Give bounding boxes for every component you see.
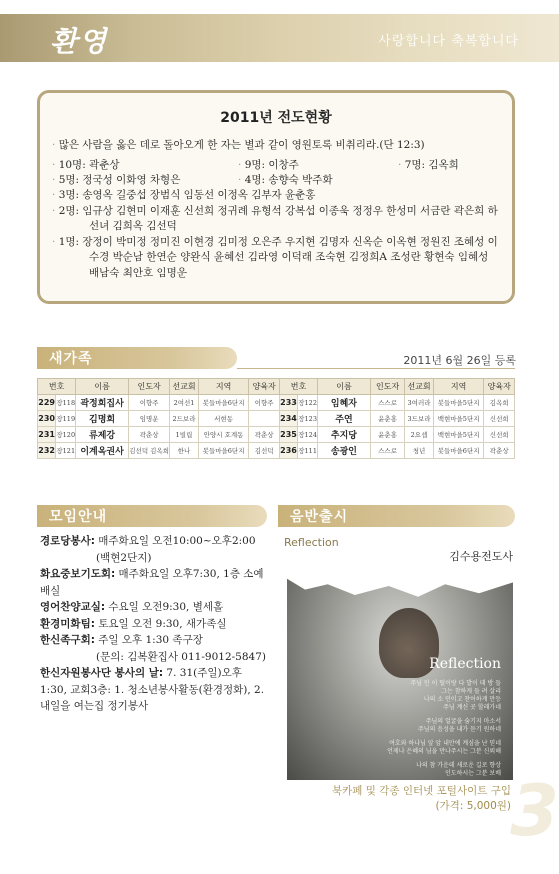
table-row [38, 427, 515, 443]
new-family-heading: 새가족 [49, 351, 93, 367]
album-cover-title: Reflection [429, 656, 501, 672]
column-header: 번호 [38, 379, 76, 395]
evangelism-line: · 1명: 장정이 박미정 정미진 이현경 김미정 오은주 우지현 김명자 신옥순 이옥현 정원진 조혜성 이수경 박순남 한연순 양완식 윤혜선 김라영 이덕래 조숙현 김정희A 조성란 황현숙 임혜성 배남숙 최안호 임명운 [52, 235, 498, 279]
column-header: 번호 [279, 379, 317, 395]
album-cover-image [287, 568, 513, 780]
meeting-item-detail: (백현2단지) [96, 551, 152, 564]
cell-code: 장122 [298, 395, 318, 411]
page-number: 3 [510, 770, 559, 852]
cell-area: 봇들마을6단지 [433, 443, 484, 459]
lyric-line: 그는 참하게 들 려 살리 [441, 688, 501, 695]
cell-code: 장120 [56, 427, 76, 443]
table-header-row [38, 379, 515, 395]
evangelism-count: 7명: 김옥희 [404, 159, 459, 171]
torn-paper-edge [287, 568, 513, 604]
cell-mentor: 신선희 [484, 427, 515, 443]
column-header: 이름 [76, 379, 129, 395]
registration-date: 2011년 6월 26일 등록 [403, 354, 516, 367]
divider [237, 368, 515, 369]
meeting-item: 한신족구회: 주일 오후 1:30 족구장 [40, 634, 203, 646]
cell-code: 장121 [56, 443, 76, 459]
lyric-line: 인도하시는 그분 보배 [445, 770, 501, 777]
cell-mission: 2드보라 [170, 411, 198, 427]
table-row [38, 395, 515, 411]
cell-area: 안양시 호계동 [198, 427, 249, 443]
column-header: 지역 [433, 379, 484, 395]
cell-name: 곽정희집사 [76, 395, 129, 411]
lyric-line: 언제나 은혜의 님을 만나주시는 그분 신뢰해 [387, 748, 501, 755]
lyric-line: 주님의 음성을 내가 듣기 원하네 [418, 726, 501, 733]
cell-mission: 3드보라 [405, 411, 433, 427]
meeting-item: 환경미화팀: 토요일 오전 9:30, 새가족실 [40, 617, 227, 630]
cell-area: 봇들마을5단지 [433, 395, 484, 411]
evangelism-line: · 3명: 송영옥 길중섭 장범식 임동선 이정옥 김부자 윤춘홍 [52, 189, 316, 201]
cell-guide: 스스로 [370, 395, 404, 411]
cell-number: 236 [279, 443, 297, 459]
lyric-line: 주님 계신 곳 할래가네 [443, 704, 501, 711]
cell-number: 229 [38, 395, 56, 411]
cell-number: 233 [279, 395, 297, 411]
meetings-list [40, 533, 266, 715]
cell-guide: 윤춘홍 [370, 411, 404, 427]
cell-number: 230 [38, 411, 56, 427]
header-band [0, 14, 559, 62]
cell-area: 봇들마을6단지 [198, 443, 249, 459]
cell-guide: 곽춘상 [128, 427, 169, 443]
lyric-line: 나의 참 가운데 새로운 길로 향상 [416, 762, 501, 769]
column-header: 이름 [318, 379, 371, 395]
column-header: 인도자 [370, 379, 404, 395]
album-label: Reflection [284, 536, 339, 549]
lyric-line: 주님의 얼굴을 숨기지 마소서 [425, 718, 501, 725]
cell-number: 234 [279, 411, 297, 427]
purchase-price: (가격: 5,000원) [435, 800, 511, 812]
evangelism-count: 10명: 곽춘상 [58, 159, 120, 171]
cell-mentor: 김옥희 [484, 395, 515, 411]
column-header: 지역 [198, 379, 249, 395]
header-subtitle: 사랑합니다 축복합니다 [378, 34, 519, 49]
cell-guide: 김선덕 김옥희 [128, 443, 169, 459]
cell-code: 장119 [56, 411, 76, 427]
cell-name: 임혜자 [318, 395, 371, 411]
lyric-line: 주님 인 이 떨이랑 다 발이 데 방 들 [410, 680, 501, 687]
cell-mission: 2여선1 [170, 395, 198, 411]
cell-mission: 1빌립 [170, 427, 198, 443]
column-header: 양육자 [484, 379, 515, 395]
cell-name: 김명희 [76, 411, 129, 427]
cell-guide: 이향주 [128, 395, 169, 411]
column-header: 인도자 [128, 379, 169, 395]
evangelism-row: · 10명: 곽춘상 · 9명: 이창주 · 7명: 김옥희 [52, 159, 459, 171]
cell-mentor: 신선희 [484, 411, 515, 427]
cell-mentor: 이향주 [249, 395, 279, 411]
cell-name: 추지당 [318, 427, 371, 443]
meeting-item: 한신자원봉사단 봉사의 날: 7. 31(주일)오후1:30, 교회3층: 1. 청소년봉사활동(환경정화), 2. 내일을 여는집 정기봉사 [40, 667, 265, 712]
evangelism-count: 9명: 이창주 [244, 159, 299, 171]
evangelism-title: 2011년 전도현황 [220, 110, 332, 126]
cell-name: 주연 [318, 411, 371, 427]
meetings-section-bar [37, 505, 267, 527]
column-header: 선교회 [405, 379, 433, 395]
cell-number: 231 [38, 427, 56, 443]
meeting-item: 영어찬양교실: 수요일 오전9:30, 별세홀 [40, 601, 224, 613]
cell-mission: 2요셉 [405, 427, 433, 443]
cell-name: 류제강 [76, 427, 129, 443]
cell-area: 봇들마을6단지 [198, 395, 249, 411]
evangelism-row: · 5명: 정국성 이화영 차형은 · 4명: 송향숙 박주화 [52, 174, 333, 186]
column-header: 선교회 [170, 379, 198, 395]
cell-mission: 한나 [170, 443, 198, 459]
meetings-heading: 모임안내 [49, 509, 108, 525]
table-row [38, 443, 515, 459]
page-title: 환영 [50, 25, 109, 58]
cell-code: 장118 [56, 395, 76, 411]
meeting-item: 화요중보기도회: 매주화요일 오후7:30, 1층 소예배실 [40, 568, 264, 597]
lyric-line: 나의 소 민이고 찬어하게 만등 [423, 696, 501, 703]
album-section-bar [278, 505, 515, 527]
column-header: 양육자 [249, 379, 279, 395]
cell-code: 장124 [298, 427, 318, 443]
bible-verse: · 많은 사람을 옳은 데로 돌아오게 한 자는 별과 같이 영원토록 비취리라.(단 12:3) [52, 139, 425, 151]
cell-code: 장111 [298, 443, 318, 459]
cell-guide: 스스로 [370, 443, 404, 459]
cell-guide: 임명운 [128, 411, 169, 427]
cell-number: 235 [279, 427, 297, 443]
cell-code: 장123 [298, 411, 318, 427]
evangelism-count: 5명: 정국성 이화영 차형은 [58, 174, 181, 186]
table-row [38, 411, 515, 427]
new-family-section-bar [37, 347, 237, 369]
meeting-item-detail: (문의: 김복환집사 011-9012-5847) [96, 650, 266, 663]
cell-mission: 3여러라 [405, 395, 433, 411]
cell-name: 송광인 [318, 443, 371, 459]
cell-guide: 윤춘홍 [370, 427, 404, 443]
cell-mentor: 김선덕 [249, 443, 279, 459]
new-family-table [37, 378, 515, 459]
album-artist: 김수용전도사 [449, 550, 513, 563]
evangelism-line: · 2명: 임규상 김현미 이재훈 신선희 정귀례 유형석 강복섭 이종욱 정정우 한성미 서금란 곽은희 하선녀 김희옥 김선덕 [52, 204, 498, 232]
evangelism-count: 4명: 송향숙 박주화 [244, 174, 333, 186]
cell-mentor: 곽춘상 [249, 427, 279, 443]
cell-mentor [249, 411, 279, 427]
cell-area: 서현동 [198, 411, 249, 427]
cell-mission: 청년 [405, 443, 433, 459]
cell-number: 232 [38, 443, 56, 459]
purchase-where: 북카페 및 각종 인터넷 포털사이트 구입 [332, 785, 511, 797]
purchase-info [332, 784, 511, 814]
cell-mentor: 곽춘상 [484, 443, 515, 459]
cell-area: 백현마을5단지 [433, 411, 484, 427]
album-heading: 음반출시 [290, 509, 349, 525]
meeting-item: 경로당봉사: 매주화요일 오전10:00~오후2:00 [40, 535, 256, 547]
evangelism-box [37, 90, 515, 304]
cell-area: 백현마을5단지 [433, 427, 484, 443]
cell-name: 이계옥권사 [76, 443, 129, 459]
lyric-line: 여호와 하나님 앞 앞 내안에 계심을 난 믿네 [389, 740, 501, 747]
